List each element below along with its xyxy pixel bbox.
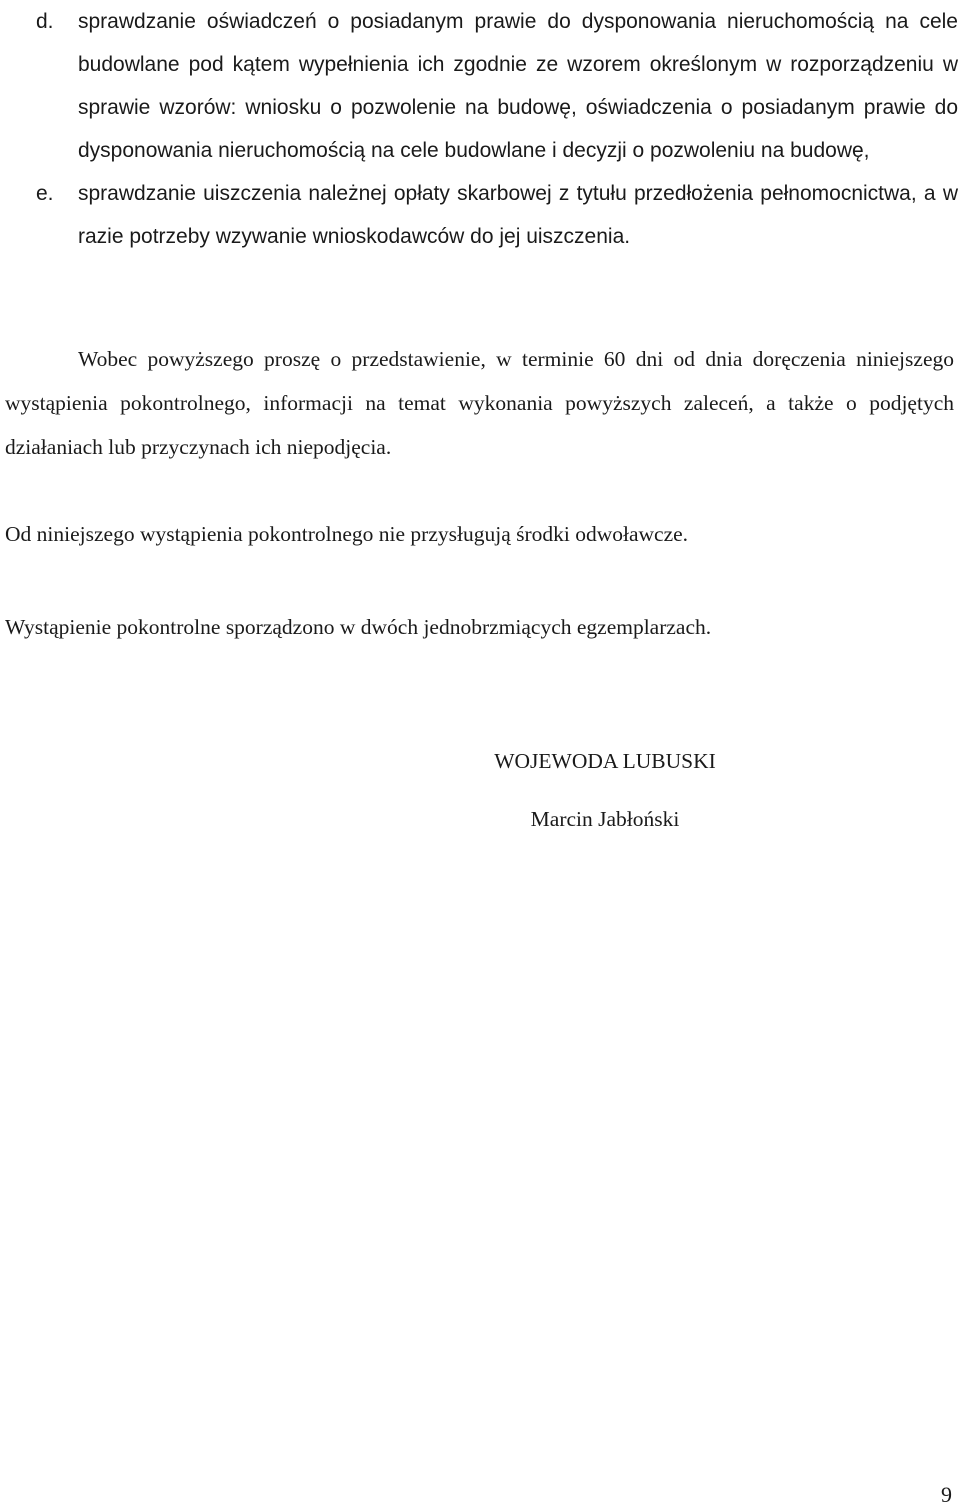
list-item-e	[0, 172, 958, 258]
page-number: 9	[941, 1482, 952, 1507]
request-paragraph: Wobec powyższego proszę o przedstawienie, w terminie 60 dni od dnia doręczenia niniejszego wystąpienia pokontrolnego, informacji na temat wykonania powyższych zaleceń, a także o podjętych działaniach lub przyczynach ich niepodjęcia.	[5, 347, 954, 459]
signatory-name: Marcin Jabłoński	[530, 807, 680, 831]
list-item-text: sprawdzanie oświadczeń o posiadanym prawie do dysponowania nieruchomością na cele budowlane pod kątem wypełnienia ich zgodnie ze wzorem określonym w rozporządzeniu w sprawie wzorów: wniosku o pozwolenie na budowę, oświadczenia o posiadanym prawie do dysponowania nieruchomością na cele budowlane i decyzji o pozwoleniu na budowę,	[78, 10, 958, 162]
no-appeal-paragraph: Od niniejszego wystąpienia pokontrolnego nie przysługują środki odwoławcze.	[5, 522, 689, 546]
list-marker: e.	[36, 182, 54, 205]
list-item-d	[0, 0, 958, 172]
signatory-title: WOJEWODA LUBUSKI	[494, 749, 716, 773]
signature-block	[470, 745, 740, 835]
list-item-text: sprawdzanie uiszczenia należnej opłaty skarbowej z tytułu przedłożenia pełnomocnictwa, a w razie potrzeby wzywanie wnioskodawców do jej uiszczenia.	[78, 182, 958, 248]
list-marker: d.	[36, 10, 54, 33]
copies-paragraph: Wystąpienie pokontrolne sporządzono w dwóch jednobrzmiących egzemplarzach.	[5, 615, 712, 639]
recommendation-list	[0, 0, 958, 258]
